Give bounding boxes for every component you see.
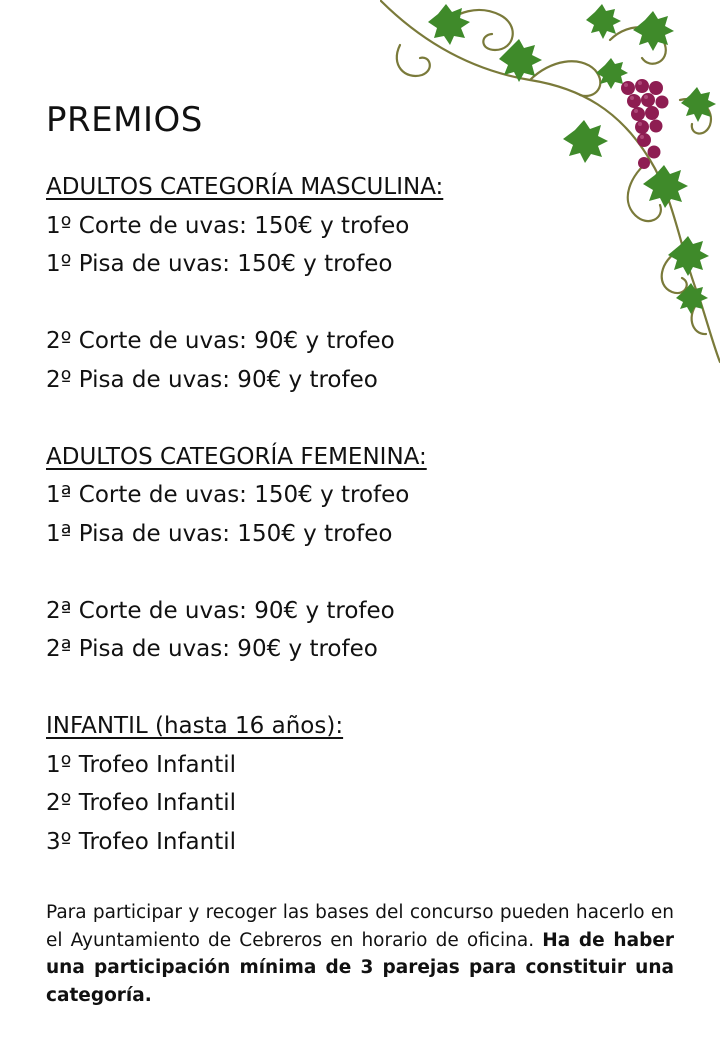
- page-title: PREMIOS: [46, 100, 203, 140]
- section-heading: ADULTOS CATEGORÍA FEMENINA:: [46, 443, 427, 470]
- spacer: [46, 399, 686, 438]
- prize-line: 1ª Pisa de uvas: 150€ y trofeo: [46, 520, 393, 547]
- prize-line: 2ª Corte de uvas: 90€ y trofeo: [46, 597, 395, 624]
- note-text: Para participar y recoger las bases del concurso pueden hacerlo en el Ayuntamiento de Cebreros en horario de oficina.: [46, 902, 674, 951]
- spacer: [46, 669, 686, 708]
- prize-line: 3º Trofeo Infantil: [46, 828, 237, 855]
- spacer: [46, 284, 686, 323]
- section-women: [46, 438, 686, 708]
- prize-line: 2º Corte de uvas: 90€ y trofeo: [46, 328, 395, 354]
- spacer: [46, 553, 686, 592]
- note-bold-text: Ha de haber una participación mínima de 3 parejas para constituir una categoría.: [46, 929, 674, 1006]
- prize-line: 1ª Corte de uvas: 150€ y trofeo: [46, 482, 410, 508]
- section-men: [46, 168, 686, 438]
- participation-note: [46, 899, 674, 1009]
- prize-line: 1º Pisa de uvas: 150€ y trofeo: [46, 251, 393, 277]
- section-heading: INFANTIL (hasta 16 años):: [46, 713, 344, 739]
- prize-line: 2º Trofeo Infantil: [46, 790, 237, 816]
- prize-line: 1º Corte de uvas: 150€ y trofeo: [46, 212, 410, 239]
- prize-line: 2ª Pisa de uvas: 90€ y trofeo: [46, 636, 378, 662]
- prize-list: [46, 168, 686, 861]
- section-heading: ADULTOS CATEGORÍA MASCULINA:: [46, 174, 444, 200]
- prize-line: 2º Pisa de uvas: 90€ y trofeo: [46, 366, 378, 393]
- prize-line: 1º Trofeo Infantil: [46, 751, 237, 778]
- section-children: [46, 707, 686, 861]
